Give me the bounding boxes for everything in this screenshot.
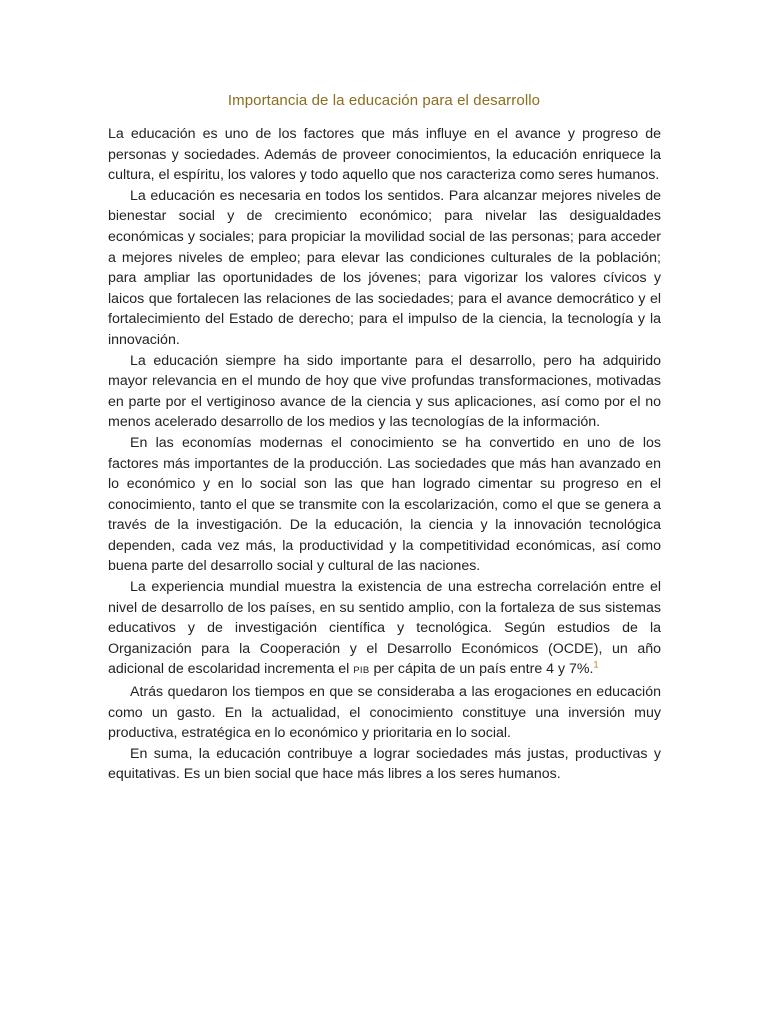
paragraph-2: La educación es necesaria en todos los sentidos. Para alcanzar mejores niveles de bienestar social y de crecimiento económico; para nivelar las desigualdades económicas y sociales; para propiciar la movilidad social de las personas; para acceder a mejores niveles de empleo; para elevar las condiciones culturales de la población; para ampliar las oportunidades de los jóvenes; para vigorizar los valores cívicos y laicos que fortalecen las relaciones de las sociedades; para el avance democrático y el fortalecimiento del Estado de derecho; para el impulso de la ciencia, la tecnología y la innovación. xyxy=(108,187,661,348)
document-body xyxy=(108,124,661,785)
paragraph-3: La educación siempre ha sido importante para el desarrollo, pero ha adquirido mayor relevancia en el mundo de hoy que vive profundas transformaciones, motivadas en parte por el vertiginoso avance de la ciencia y sus aplicaciones, así como por el no menos acelerado desarrollo de los medios y las tecnologías de la información. xyxy=(108,352,661,431)
paragraph-6: Atrás quedaron los tiempos en que se consideraba a las erogaciones en educación como un gasto. En la actualidad, el conocimiento constituye una inversión muy productiva, estratégica en lo económico y prioritaria en lo social. xyxy=(108,684,661,742)
paragraph-7: En suma, la educación contribuye a lograr sociedades más justas, productivas y equitativas. Es un bien social que hace más libres a los seres humanos. xyxy=(108,745,661,783)
paragraph-1: La educación es uno de los factores que más influye en el avance y progreso de personas y sociedades. Además de proveer conocimientos, la educación enriquece la cultura, el espíritu, los valores y todo aquello que nos caracteriza como seres humanos. xyxy=(108,126,661,184)
document-title: Importancia de la educación para el desarrollo xyxy=(227,92,541,109)
pib-abbreviation: PIB xyxy=(353,665,370,677)
paragraph-5-text-a: La experiencia mundial muestra la existencia de una estrecha correlación entre el nivel de desarrollo de los países, en su sentido amplio, con la fortaleza de sus sistemas educativos y de investigación científica y tecnológica. Según estudios de la Organización para la Cooperación y el Desarrollo Económicos (OCDE), un año adicional de escolaridad incrementa el xyxy=(108,579,661,678)
paragraph-5-text-b: per cápita de un país entre 4 y 7%. xyxy=(369,661,594,678)
footnote-reference-link[interactable]: 1 xyxy=(593,659,599,670)
paragraph-5 xyxy=(108,577,661,682)
paragraph-4: En las economías modernas el conocimiento se ha convertido en uno de los factores más importantes de la producción. Las sociedades que más han avanzado en lo económico y en lo social son las que han logrado cimentar su progreso en el conocimiento, tanto el que se transmite con la escolarización, como el que se genera a través de la investigación. De la educación, la ciencia y la innovación tecnológica dependen, cada vez más, la productividad y la competitividad económicas, así como buena parte del desarrollo social y cultural de las naciones. xyxy=(108,434,661,575)
